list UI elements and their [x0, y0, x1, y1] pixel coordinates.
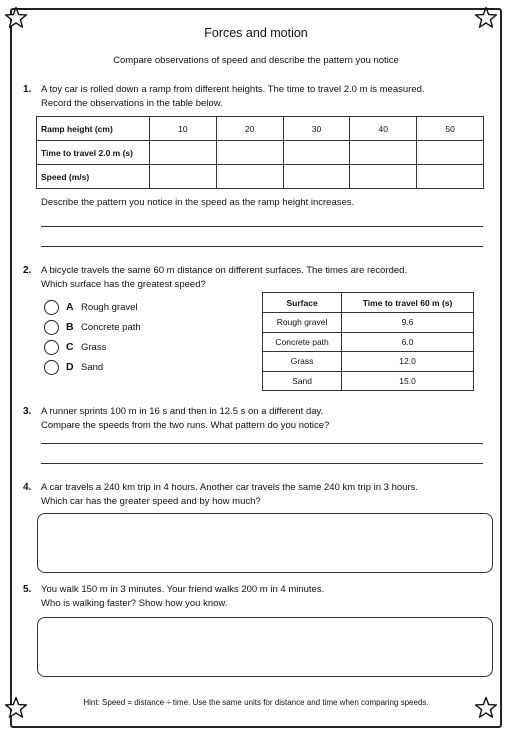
row-header: Time to travel 2.0 m (s) [37, 141, 150, 165]
height-cell: 40 [350, 117, 417, 141]
time-cell: 9.6 [342, 313, 474, 333]
speed-entry-cell[interactable] [417, 165, 484, 189]
radio-circle-icon[interactable] [44, 340, 59, 355]
time-cell: 12.0 [342, 352, 474, 372]
question-3-number: 3. [23, 406, 32, 417]
surface-time-table [262, 292, 474, 391]
table-row [263, 313, 474, 333]
answer-line[interactable] [41, 226, 483, 227]
row-header: Ramp height (cm) [37, 117, 150, 141]
speed-entry-cell[interactable] [150, 165, 217, 189]
speed-entry-cell[interactable] [350, 165, 417, 189]
question-4-number: 4. [23, 482, 32, 493]
question-4-text [41, 481, 481, 509]
question-3-text [41, 405, 481, 433]
question-2-line-1: A bicycle travels the same 60 m distance on different surfaces. The times are recorded. [41, 265, 408, 276]
column-header: Surface [263, 293, 342, 313]
table-row [263, 352, 474, 372]
option-a[interactable] [44, 299, 138, 315]
question-3-line-1: A runner sprints 100 m in 16 s and then in 12.5 s on a different day. [41, 406, 324, 417]
question-5-text [41, 583, 481, 611]
column-header: Time to travel 60 m (s) [342, 293, 474, 313]
question-5-line-2: Who is walking faster? Show how you know. [41, 598, 228, 609]
answer-box[interactable] [37, 617, 493, 677]
time-entry-cell[interactable] [350, 141, 417, 165]
option-d[interactable] [44, 359, 103, 375]
question-2-text [41, 264, 481, 292]
question-1-line-2: Record the observations in the table below. [41, 98, 223, 109]
height-cell: 20 [216, 117, 283, 141]
ramp-observation-table [36, 116, 484, 189]
page-title: Forces and motion [204, 26, 308, 40]
time-entry-cell[interactable] [216, 141, 283, 165]
option-label: Concrete path [81, 321, 141, 333]
question-1-number: 1. [23, 84, 32, 95]
table-row [263, 371, 474, 391]
answer-line[interactable] [41, 443, 483, 444]
time-cell: 6.0 [342, 332, 474, 352]
question-1-text [41, 83, 481, 111]
option-letter: C [66, 341, 74, 353]
question-4-line-1: A car travels a 240 km trip in 4 hours. Another car travels the same 240 km trip in 3 hours. [41, 482, 419, 493]
radio-circle-icon[interactable] [44, 320, 59, 335]
table-header-row [263, 293, 474, 313]
height-cell: 30 [283, 117, 350, 141]
question-2-number: 2. [23, 265, 32, 276]
time-cell: 15.0 [342, 371, 474, 391]
table-row [263, 332, 474, 352]
question-3-line-2: Compare the speeds from the two runs. What pattern do you notice? [41, 420, 330, 431]
question-4-line-2: Which car has the greater speed and by how much? [41, 496, 261, 507]
surface-cell: Grass [263, 352, 342, 372]
height-cell: 10 [150, 117, 217, 141]
answer-line[interactable] [41, 463, 483, 464]
page-subtitle: Compare observations of speed and describe the pattern you notice [113, 55, 399, 66]
speed-entry-cell[interactable] [283, 165, 350, 189]
radio-circle-icon[interactable] [44, 300, 59, 315]
hint-text: Hint: Speed = distance ÷ time. Use the same units for distance and time when comparing speeds. [83, 698, 429, 707]
option-letter: D [66, 361, 74, 373]
time-entry-cell[interactable] [150, 141, 217, 165]
question-2-line-2: Which surface has the greatest speed? [41, 279, 206, 290]
option-label: Grass [81, 341, 107, 353]
option-letter: B [66, 321, 74, 333]
surface-cell: Rough gravel [263, 313, 342, 333]
surface-cell: Sand [263, 371, 342, 391]
surface-cell: Concrete path [263, 332, 342, 352]
table-row [37, 141, 484, 165]
time-entry-cell[interactable] [417, 141, 484, 165]
question-5-number: 5. [23, 584, 32, 595]
height-cell: 50 [417, 117, 484, 141]
time-entry-cell[interactable] [283, 141, 350, 165]
option-label: Sand [81, 361, 104, 373]
question-1-prompt: Describe the pattern you notice in the speed as the ramp height increases. [41, 197, 355, 208]
question-5-line-1: You walk 150 m in 3 minutes. Your friend walks 200 m in 4 minutes. [41, 584, 325, 595]
answer-line[interactable] [41, 246, 483, 247]
row-header: Speed (m/s) [37, 165, 150, 189]
table-row [37, 117, 484, 141]
option-b[interactable] [44, 319, 141, 335]
radio-circle-icon[interactable] [44, 360, 59, 375]
option-letter: A [66, 301, 74, 313]
table-row [37, 165, 484, 189]
option-c[interactable] [44, 339, 106, 355]
speed-entry-cell[interactable] [216, 165, 283, 189]
answer-box[interactable] [37, 513, 493, 573]
question-1-line-1: A toy car is rolled down a ramp from different heights. The time to travel 2.0 m is measured. [41, 84, 425, 95]
option-label: Rough gravel [81, 301, 138, 313]
